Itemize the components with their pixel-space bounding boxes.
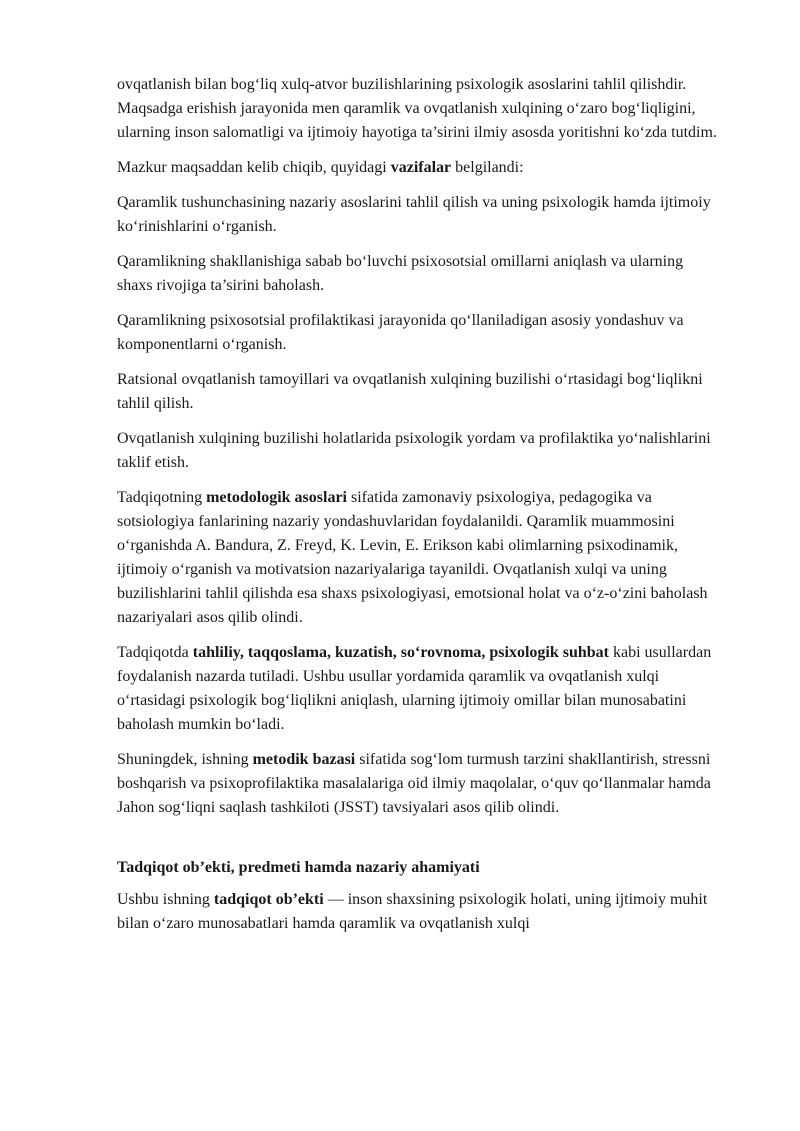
task-item-3: Qaramlikning psixosotsial profilaktikasi jarayonida qo‘llaniladigan asosiy yondashuv va komponentlarni o‘rganish. xyxy=(117,312,684,353)
section-heading: Tadqiqot ob’ekti, predmeti hamda nazariy ahamiyati xyxy=(117,859,480,876)
bold-term-object: tadqiqot ob’ekti xyxy=(213,891,324,908)
text-run: Tadqiqotda xyxy=(117,644,193,661)
text-run: — inson shaxsining psixologik holati, uning ijtimoiy muhit bilan o‘zaro munosabatlari hamda qaramlik va ovqatlanish xulqi xyxy=(117,891,708,932)
text-run: kabi usullardan foydalanish nazarda tutiladi. Ushbu usullar yordamida qaramlik va ovqatlanish xulqi o‘rtasidagi psixologik bog‘liqlikni aniqlash, ularning ijtimoiy omillar bilan munosabatini baholash mumkin bo‘ladi. xyxy=(117,644,712,733)
text-run: Ushbu ishning xyxy=(117,891,214,908)
task-item-4: Ratsional ovqatlanish tamoyillari va ovqatlanish xulqining buzilishi o‘rtasidagi bog‘liqlikni tahlil qilish. xyxy=(117,371,703,412)
text-run: belgilandi: xyxy=(451,159,524,176)
paragraph-object xyxy=(117,888,717,936)
bold-term-vazifalar: vazifalar xyxy=(390,159,452,176)
text-run: Shuningdek, ishning xyxy=(117,751,253,768)
paragraph-goal: ovqatlanish bilan bog‘liq xulq-atvor buzilishlarining psixologik asoslarini tahlil qilishdir. Maqsadga erishish jarayonida men qaramlik va ovqatlanish xulqining o‘zaro bog‘liqligini, ularning inson salomatligi va ijtimoiy hayotiga ta’sirini ilmiy asosda yoritishni ko‘zda tutdim. xyxy=(117,76,717,141)
text-run: sifatida sog‘lom turmush tarzini shakllantirish, stressni boshqarish va psixoprofilaktika masalalariga oid ilmiy maqolalar, o‘quv qo‘llanmalar hamda Jahon sog‘liqni saqlash tashkiloti (JSST) tavsiyalari asos qilib olindi. xyxy=(117,751,711,816)
section-spacer xyxy=(117,831,717,856)
bold-term-methodology: metodologik asoslari xyxy=(206,489,347,506)
text-run: sifatida zamonaviy psixologiya, pedagogika va sotsiologiya fanlarining nazariy yondashuvlaridan foydalanildi. Qaramlik muammosini o‘rganishda A. Bandura, Z. Freyd, K. Levin, E. Erikson kabi olimlarning psixodinamik, ijtimoiy o‘rganish va motivatsion nazariyalariga tayanildi. Ovqatlanish xulqi va uning buzilishlarini tahlil qilishda esa shaxs psixologiyasi, emotsional holat va o‘z-o‘zini baholash nazariyalari asos qilib olindi. xyxy=(117,489,708,626)
paragraph-methodology xyxy=(117,486,717,630)
task-item-2: Qaramlikning shakllanishiga sabab bo‘luvchi psixosotsial omillarni aniqlash va ularning shaxs rivojiga ta’sirini baholash. xyxy=(117,253,684,294)
text-run: Tadqiqotning xyxy=(117,489,207,506)
task-item-1: Qaramlik tushunchasining nazariy asoslarini tahlil qilish va uning psixologik hamda ijtimoiy ko‘rinishlarini o‘rganish. xyxy=(117,194,711,235)
bold-term-methodical-base: metodik bazasi xyxy=(252,751,356,768)
paragraph-tasks-intro xyxy=(117,156,717,180)
bold-term-methods: tahliliy, taqqoslama, kuzatish, so‘rovnoma, psixologik suhbat xyxy=(192,644,609,661)
paragraph-methods xyxy=(117,641,717,737)
document-page xyxy=(117,73,717,947)
text-run: Mazkur maqsaddan kelib chiqib, quyidagi xyxy=(117,159,391,176)
task-item-5: Ovqatlanish xulqining buzilishi holatlarida psixologik yordam va profilaktika yo‘nalishlarini taklif etish. xyxy=(117,430,711,471)
paragraph-methodical-base xyxy=(117,748,717,820)
